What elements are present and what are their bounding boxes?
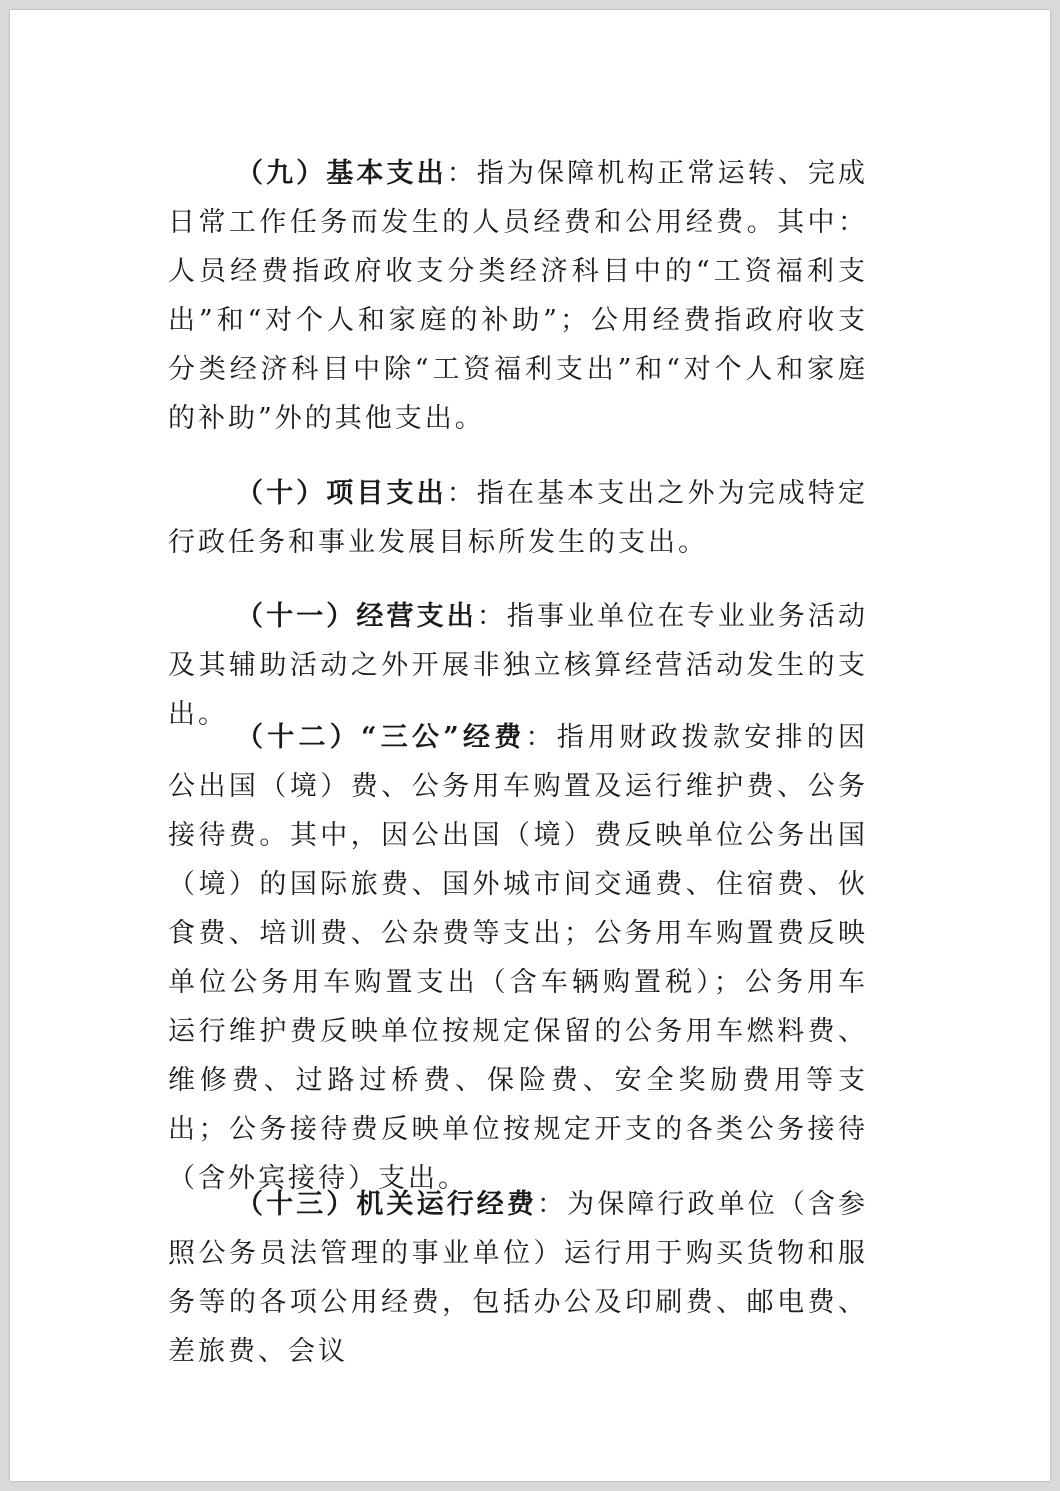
term-basic-expenditure: （九）基本支出 (236, 158, 447, 189)
term-three-public-expenses: （十二）“三公”经费 (236, 722, 526, 753)
paragraph-agency-operating-funds (168, 1180, 868, 1376)
term-operating-expenditure: （十一）经营支出 (236, 601, 477, 632)
paragraph-basic-expenditure (168, 149, 868, 443)
paragraph-project-expenditure (168, 469, 868, 567)
definition-agency-operating-funds: ：为保障行政单位（含参照公务员法管理的事业单位）运行用于购买货物和服务等的各项公用经费，包括办公及印刷费、邮电费、差旅费、会议 (168, 1189, 868, 1367)
term-agency-operating-funds: （十三）机关运行经费 (236, 1189, 537, 1220)
definition-operating-expenditure: ：指事业单位在专业业务活动及其辅助活动之外开展非独立核算经营活动发生的支出。 (168, 601, 869, 730)
term-project-expenditure: （十）项目支出 (236, 478, 447, 509)
definition-project-expenditure: ：指在基本支出之外为完成特定行政任务和事业发展目标所发生的支出。 (168, 478, 869, 558)
document-page (10, 10, 1050, 1481)
paragraph-three-public-expenses (168, 713, 868, 1203)
definition-three-public-expenses: ：指用财政拨款安排的因公出国（境）费、公务用车购置及运行维护费、公务接待费。其中，因公出国（境）费反映单位公务出国（境）的国际旅费、国外城市间交通费、住宿费、伙食费、培训费、公杂费等支出；公务用车购置费反映单位公务用车购置支出（含车辆购置税）；公务用车运行维护费反映单位按规定保留的公务用车燃料费、维修费、过路过桥费、保险费、安全奖励费用等支出；公务接待费反映单位按规定开支的各类公务接待（含外宾接待）支出。 (168, 722, 868, 1194)
definition-basic-expenditure: ：指为保障机构正常运转、完成日常工作任务而发生的人员经费和公用经费。其中：人员经费指政府收支分类经济科目中的“工资福利支出”和“对个人和家庭的补助”；公用经费指政府收支分类经济科目中除“工资福利支出”和“对个人和家庭的补助”外的其他支出。 (168, 158, 869, 434)
